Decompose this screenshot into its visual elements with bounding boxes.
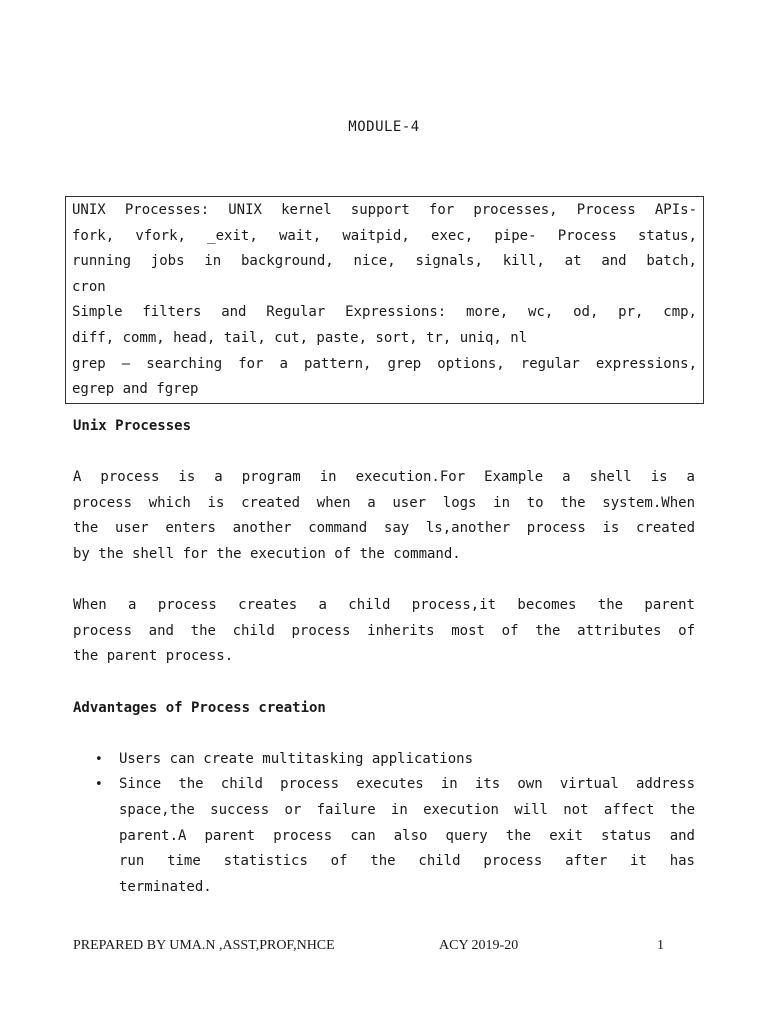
- syllabus-box: [65, 196, 704, 404]
- syllabus-line: UNIX Processes: UNIX kernel support for processes, Process APIs-: [72, 202, 697, 218]
- syllabus-line: Simple filters and Regular Expressions: more, wc, od, pr, cmp,: [72, 304, 697, 321]
- footer-page-number: 1: [657, 938, 664, 953]
- page-title: MODULE-4: [348, 119, 420, 135]
- list-item: [73, 772, 695, 900]
- syllabus-line: running jobs in background, nice, signals, kill, at and batch,: [72, 253, 697, 270]
- advantages-list: [73, 747, 695, 901]
- footer-year: ACY 2019-20: [439, 938, 519, 953]
- section-heading-advantages: Advantages of Process creation: [73, 699, 326, 716]
- text-line: by the shell for the execution of the command.: [73, 545, 461, 562]
- bullet-icon: •: [95, 777, 103, 793]
- syllabus-line: diff, comm, head, tail, cut, paste, sort, tr, uniq, nl: [72, 329, 528, 346]
- text-line: process which is created when a user logs in to the system.When: [73, 494, 695, 511]
- text-line: process and the child process inherits most of the attributes of: [73, 622, 695, 639]
- text-line: Users can create multitasking applications: [119, 750, 474, 767]
- text-line: run time statistics of the child process after it has: [119, 853, 695, 870]
- list-item: [73, 747, 695, 773]
- syllabus-line: cron: [72, 278, 106, 295]
- text-line: A process is a program in execution.For Example a shell is a: [73, 469, 695, 486]
- text-line: the user enters another command say ls,another process is created: [73, 520, 695, 537]
- text-line: the parent process.: [73, 648, 234, 665]
- syllabus-line: fork, vfork, _exit, wait, waitpid, exec, pipe- Process status,: [72, 227, 697, 244]
- text-line: Since the child process executes in its own virtual address: [119, 776, 695, 793]
- paragraph-process-definition: [73, 465, 695, 567]
- text-line: space,the success or failure in execution will not affect the: [119, 801, 695, 818]
- bullet-icon: •: [95, 751, 103, 767]
- syllabus-line: grep – searching for a pattern, grep options, regular expressions,: [72, 355, 697, 372]
- syllabus-line: egrep and fgrep: [72, 381, 199, 398]
- text-line: parent.A parent process can also query the exit status and: [119, 827, 695, 844]
- text-line: When a process creates a child process,it becomes the parent: [73, 597, 695, 614]
- paragraph-parent-child: [73, 593, 695, 670]
- text-line: terminated.: [119, 878, 212, 895]
- main-content: [73, 414, 695, 900]
- footer-author: PREPARED BY UMA.N ,ASST,PROF,NHCE: [73, 938, 335, 953]
- section-heading-unix-processes: Unix Processes: [73, 418, 192, 434]
